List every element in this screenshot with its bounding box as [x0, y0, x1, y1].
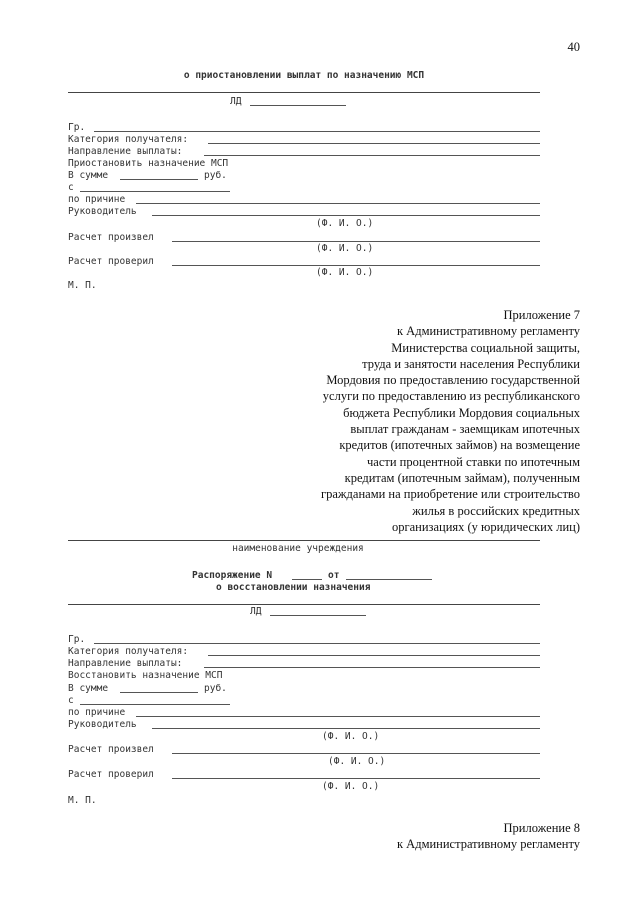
block2-institution-rule: [68, 540, 540, 541]
appendix8-line: Приложение 8: [503, 821, 580, 835]
block1-reason-field: [136, 203, 540, 204]
block2-calc-made-field: [172, 753, 540, 754]
block1-stamp: М. П.: [68, 280, 97, 291]
block2-head-label: Руководитель: [68, 719, 137, 730]
appendix7-line: Мордовия по предоставлению государственной: [326, 373, 580, 388]
appendix7-line: услуги по предоставлению из республиканского: [322, 389, 580, 404]
block2-order-date-field: [346, 579, 432, 580]
appendix7-line: Министерства социальной защиты,: [391, 340, 580, 355]
block1-calc-checked-field: [172, 265, 540, 266]
block2-fio2: (Ф. И. О.): [328, 756, 386, 767]
page-number: 40: [567, 40, 580, 54]
block1-category-field: [208, 143, 540, 144]
block1-head-field: [152, 215, 540, 216]
block2-title: о восстановлении назначения: [216, 582, 371, 593]
block2-top-rule: [68, 604, 540, 605]
block1-from-label: с: [68, 182, 74, 193]
block2-action-label: Восстановить назначение МСП: [68, 670, 223, 681]
block1-direction-field: [204, 155, 540, 156]
appendix7-line: гражданами на приобретение или строительство: [320, 487, 580, 502]
block1-ld-label: ЛД: [230, 96, 242, 107]
appendix7-line: жилья в российских кредитных: [412, 503, 580, 518]
block2-gr-label: Гр.: [68, 634, 86, 645]
appendix7-line: бюджета Республики Мордовия социальных: [343, 405, 580, 420]
block1-fio3: (Ф. И. О.): [316, 267, 374, 278]
block1-top-rule: [68, 92, 540, 93]
block2-sum-label: В сумме: [68, 683, 109, 694]
block2-gr-field: [94, 643, 540, 644]
block2-from-label: с: [68, 695, 74, 706]
appendix7-line: выплат гражданам - заемщикам ипотечных: [350, 422, 580, 437]
appendix7-line: части процентной ставки по ипотечным: [366, 454, 580, 469]
block2-order-number-field: [292, 579, 322, 580]
block1-reason-label: по причине: [68, 194, 126, 205]
block2-calc-checked-field: [172, 778, 540, 779]
block2-direction-field: [204, 667, 540, 668]
block1-fio1: (Ф. И. О.): [316, 218, 374, 229]
block1-title: о приостановлении выплат по назначению МСП: [183, 70, 425, 81]
block2-order-from: от: [328, 570, 340, 581]
block2-sum-field: [120, 692, 198, 693]
block2-from-field: [80, 704, 230, 705]
block2-category-label: Категория получателя:: [68, 646, 189, 657]
appendix7-line: кредитов (ипотечных займов) на возмещение: [339, 438, 580, 453]
block1-gr-label: Гр.: [68, 122, 86, 133]
appendix7-line: организациях (у юридических лиц): [391, 519, 580, 534]
appendix7-line: Приложение 7: [503, 308, 580, 322]
block1-ld-field: [250, 105, 346, 106]
appendix8-header: [280, 820, 580, 853]
block1-from-field: [80, 191, 230, 192]
block1-calc-made-field: [172, 241, 540, 242]
appendix7-line: кредитам (ипотечным займам), полученным: [344, 470, 580, 485]
block1-calc-checked-label: Расчет проверил: [68, 256, 154, 267]
block1-sum-field: [120, 179, 198, 180]
block1-gr-field: [94, 131, 540, 132]
block1-fio2: (Ф. И. О.): [316, 243, 374, 254]
appendix7-line: к Административному регламенту: [396, 324, 580, 339]
block2-order-label: Распоряжение N: [192, 570, 273, 581]
block2-ld-label: ЛД: [250, 606, 262, 617]
block2-fio1: (Ф. И. О.): [322, 731, 380, 742]
block2-reason-label: по причине: [68, 707, 126, 718]
block1-direction-label: Направление выплаты:: [68, 146, 183, 157]
block2-reason-field: [136, 716, 540, 717]
appendix7-header: [280, 307, 580, 535]
block2-sum-unit: руб.: [204, 683, 227, 694]
block2-fio3: (Ф. И. О.): [322, 781, 380, 792]
block1-sum-label: В сумме: [68, 170, 109, 181]
block1-category-label: Категория получателя:: [68, 134, 189, 145]
appendix7-line: труда и занятости населения Республики: [362, 356, 580, 371]
block2-calc-made-label: Расчет произвел: [68, 744, 154, 755]
block1-action-label: Приостановить назначение МСП: [68, 158, 229, 169]
block2-category-field: [208, 655, 540, 656]
block1-head-label: Руководитель: [68, 206, 137, 217]
block2-head-field: [152, 728, 540, 729]
block1-calc-made-label: Расчет произвел: [68, 232, 154, 243]
appendix8-line: к Административному регламенту: [396, 837, 580, 852]
block2-direction-label: Направление выплаты:: [68, 658, 183, 669]
block2-calc-checked-label: Расчет проверил: [68, 769, 154, 780]
block2-stamp: М. П.: [68, 795, 97, 806]
block1-sum-unit: руб.: [204, 170, 227, 181]
block2-institution-caption: наименование учреждения: [232, 543, 364, 554]
block2-ld-field: [270, 615, 366, 616]
